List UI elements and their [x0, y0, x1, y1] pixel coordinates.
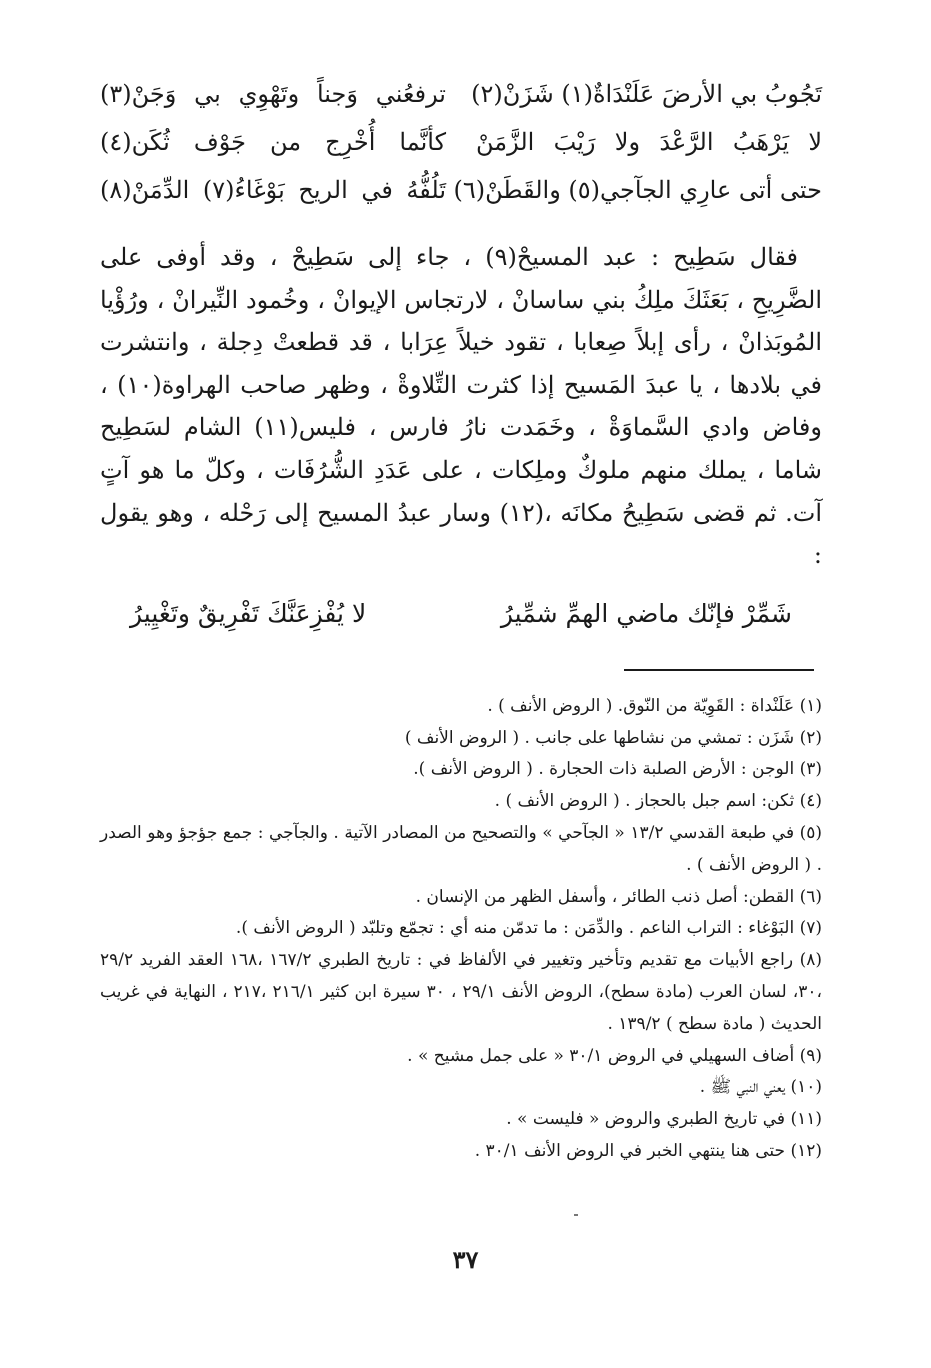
footnote-item: (٨) راجع الأبيات مع تقديم وتأخير وتغيير في الألفاظ في : تاريخ الطبري ١٦٧/٢ ،١٦٨ العقد الفريد ٢٩/٢ ،٣٠، لسان العرب (مادة سطح)، الروض الأنف ٢٩/١ ، ٣٠ سيرة ابن كثير ٢١٦/١ ،٢١٧ ، النهاية في غريب الحديث ( مادة سطح ) ١٣٩/٢ . — [100, 950, 823, 1034]
verse-second-hemistich: كأنَّما أُخْرِج من جَوْف ثُكَن(٤) — [100, 128, 446, 156]
footnotes — [100, 691, 822, 1168]
footnote-separator — [624, 669, 814, 671]
verse-second-hemistich: ترفعُني وَجناً وتَهْوِي بي وَجَنْ(٣) — [100, 80, 446, 108]
footnote-item: (٢) شَزَن : تمشي من نشاطها على جانب . ( الروض الأنف ) — [404, 727, 822, 748]
print-speck — [574, 1214, 578, 1216]
poem-verses — [100, 70, 822, 214]
footnote-item: (٣) الوجن : الأرض الصلبة ذات الحجارة . ( الروض الأنف ). — [413, 759, 822, 780]
closing-verse-first-hemistich: شَمِّرْ فإنّك ماضي الهمِّ شمِّيرُ — [500, 598, 792, 628]
verse-line — [100, 118, 822, 166]
footnote-item: (٤) ثكن: اسم جبل بالحجاز . ( الروض الأنف ) . — [494, 791, 822, 812]
footnote-item: (٥) في طبعة القدسي ١٣/٢ « الجآحي » والتصحيح من المصادر الآتية . والجآجي : جمع جؤجؤ وهو الصدر . ( الروض الأنف ) . — [100, 822, 822, 875]
page-number: ٣٧ — [452, 1245, 479, 1274]
footnote-item: (٩) أضاف السهيلي في الروض ٣٠/١ « على جمل مشيح » . — [407, 1045, 822, 1066]
footnote-item: (٧) البَوْغاء : التراب الناعم . والدِّمَن : ما تدمّن منه أي : تجمّع وتلبّد ( الروض الأنف ). — [235, 918, 822, 939]
prose-section — [100, 236, 822, 577]
footnote-item: (١١) في تاريخ الطبري والروض « فليست » . — [506, 1109, 822, 1130]
verse-first-hemistich: تَجُوبُ بي الأرضَ عَلَنْدَاةٌ(١) شَزَنْ(٢) — [471, 80, 822, 108]
footnote-item: (١٢) حتى هنا ينتهي الخبر في الروض الأنف ٣٠/١ . — [474, 1140, 822, 1161]
verse-second-hemistich: تَلُفُّهُ في الريح بَوْغَاءُ(٧) الدِّمَنْ(٨) — [100, 176, 446, 204]
verse-first-hemistich: لا يَرْهَبُ الرَّعْدَ ولا رَيْبَ الزَّمَنْ — [476, 128, 822, 156]
closing-verse — [100, 589, 822, 639]
footnote-item: (١) عَلَنْداة : القَوِيّة من النّوق. ( الروض الأنف ) . — [487, 695, 822, 716]
closing-verse-second-hemistich: لا يُفْزِعَنَّكَ تَفْرِيقٌ وتَغْيِيرُ — [130, 598, 367, 628]
footnote-item: (١٠) يعني النبي ﷺ . — [699, 1077, 822, 1098]
verse-line — [100, 166, 822, 214]
verse-line — [100, 70, 822, 118]
page-body — [100, 70, 822, 1168]
verse-first-hemistich: حتى أتى عارِي الجآجي(٥) والقَطَنْ(٦) — [453, 176, 822, 204]
footnote-item: (٦) القطن: أصل ذنب الطائر ، وأسفل الظهر من الإنسان . — [415, 886, 822, 907]
prose-paragraph: فقال سَطِيح : عبد المسيحْ(٩) ، جاء إلى سَطِيحْ ، وقد أوفى على الضَّرِيحِ ، بَعَثَكَ ملِكُ بني ساسانْ ، لارتجاس الإيوانْ ، وخُمود النِّيرانْ ، ورُؤْيا المُوبَذانْ ، رأى إبلاً صِعابا ، تقود خيلاً عِرَابا ، قد قطعتْ دِجلة ، وانتشرت في بلادها ، يا عبدَ المَسيح إذا كثرت التِّلاوةْ ، وظهر صاحب الهراوة(١٠) ، وفاض وادي السَّماوَةْ ، وخَمَدت نارُ فارس ، فليس(١١) الشام لسَطِيح شاما ، يملك منهم ملوكٌ وملِكات ، على عَدَدِ الشُّرُفَات ، وكلّ ما هو آتٍ آت. ثم قضى سَطِيحُ مكانَه ،(١٢) وسار عبدُ المسيح إلى رَحْله ، وهو يقول : — [100, 243, 822, 570]
